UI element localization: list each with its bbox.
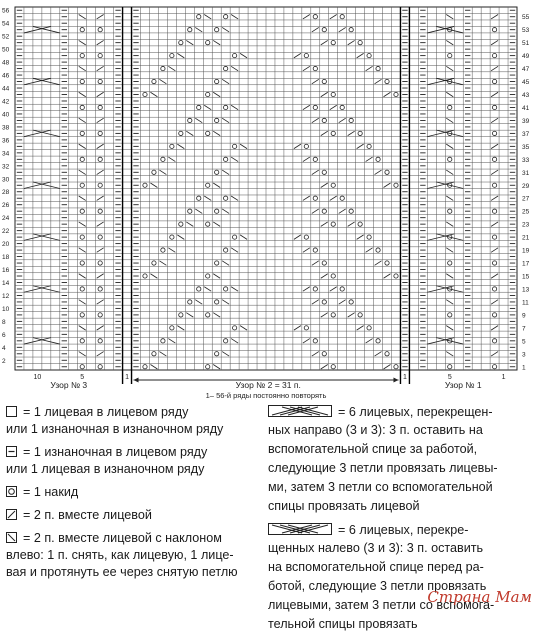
row-label-left: 34	[2, 150, 10, 158]
row-label-right: 51	[522, 40, 530, 48]
legend-cl-6	[268, 615, 534, 634]
legend-purl	[6, 444, 276, 461]
row-label-right: 29	[522, 182, 530, 190]
row-label-left: 22	[2, 228, 10, 236]
row-label-right: 21	[522, 234, 530, 242]
row-label-right: 39	[522, 117, 530, 125]
row-label-right: 17	[522, 260, 530, 268]
row-label-right: 27	[522, 195, 530, 203]
column-label: 1	[402, 374, 407, 381]
row-label-right: 7	[522, 325, 526, 333]
row-label-left: 36	[2, 137, 10, 145]
pattern-3-label: Узор № 3	[50, 380, 88, 390]
legend-k2tog	[6, 507, 276, 524]
row-label-left: 26	[2, 202, 10, 210]
legend-ssk-line3	[6, 564, 276, 581]
legend-knit	[6, 404, 276, 421]
legend-cl-text6: тельной спицы провязать	[268, 617, 418, 631]
legend-cr-2	[268, 421, 534, 440]
row-label-left: 28	[2, 189, 10, 197]
row-label-right: 53	[522, 27, 530, 35]
legend-cl-text2: щенных налево (3 и 3): 3 п. оставить	[268, 541, 484, 555]
row-label-right: 1	[522, 364, 526, 372]
legend-knit-line2	[6, 421, 276, 438]
row-label-left: 50	[2, 46, 10, 54]
row-label-left: 10	[2, 305, 10, 313]
legend-knit-text2: или 1 изнаночная в изнаночном ряду	[6, 422, 224, 436]
row-label-right: 5	[522, 338, 526, 346]
row-label-left: 2	[2, 357, 6, 365]
k2tog-symbol-icon	[6, 509, 17, 520]
row-label-right: 37	[522, 130, 530, 138]
legend-yo	[6, 484, 276, 501]
repeat-arrow-right-head	[393, 378, 398, 383]
pattern-1-label: Узор № 1	[444, 380, 482, 390]
row-label-left: 56	[2, 7, 10, 15]
row-label-left: 14	[2, 279, 10, 287]
row-label-left: 4	[2, 344, 6, 352]
purl-symbol-icon	[6, 446, 17, 457]
legend-purl-text2: или 1 лицевая в изнаночном ряду	[6, 462, 205, 476]
row-label-left: 30	[2, 176, 10, 184]
ssk-symbol-icon	[6, 532, 17, 543]
legend-ssk-text2: влево: 1 п. снять, как лицевую, 1 лице-	[6, 548, 234, 562]
row-label-right: 35	[522, 143, 530, 151]
legend-cr-6	[268, 497, 534, 516]
legend-cable-right-text: = 6 лицевых, перекрещен-	[338, 405, 493, 419]
row-label-left: 20	[2, 241, 10, 249]
legend-purl-line2	[6, 461, 276, 478]
row-label-left: 24	[2, 215, 10, 223]
legend-cable-left-text: = 6 лицевых, перекре-	[338, 523, 469, 537]
row-label-right: 9	[522, 312, 526, 320]
legend-cr-4	[268, 459, 534, 478]
row-label-right: 13	[522, 286, 530, 294]
row-label-left: 38	[2, 124, 10, 132]
legend-cable-right	[268, 404, 534, 421]
row-label-left: 18	[2, 254, 10, 262]
row-label-right: 55	[522, 14, 530, 22]
legend-cl-text5: лицевыми, затем 3 петли со вспомога-	[268, 598, 495, 612]
legend-ssk-line2	[6, 547, 276, 564]
legend-k2tog-text: = 2 п. вместе лицевой	[23, 508, 152, 522]
yarn-over-symbol-icon	[6, 486, 17, 497]
row-label-right: 19	[522, 247, 530, 255]
row-label-left: 12	[2, 292, 10, 300]
column-label: 1	[125, 374, 130, 381]
column-label: 5	[80, 374, 85, 381]
legend-cr-5	[268, 478, 534, 497]
row-label-left: 16	[2, 267, 10, 275]
row-label-left: 44	[2, 85, 10, 93]
row-label-right: 33	[522, 156, 530, 164]
repeat-arrow-left-head	[134, 378, 139, 383]
row-label-right: 11	[522, 299, 529, 307]
pattern-2-label: Узор № 2 = 31 п.	[235, 380, 301, 390]
legend-cr-text4: следующие 3 петли провязать лицевы-	[268, 461, 498, 475]
legend-cr-text6: спицы провязать лицевой	[268, 499, 420, 513]
cable-left-symbol-icon	[268, 523, 332, 535]
row-label-right: 23	[522, 221, 530, 229]
knit-symbol-icon	[6, 406, 17, 417]
column-label: 1	[501, 374, 506, 381]
legend-cr-3	[268, 440, 534, 459]
watermark-logo: Страна Мам	[427, 588, 532, 606]
legend-cl-3	[268, 558, 534, 577]
cable-right-symbol-icon	[268, 405, 332, 417]
row-label-left: 54	[2, 20, 10, 28]
legend-left	[6, 404, 276, 581]
row-label-left: 48	[2, 59, 10, 67]
row-label-right: 43	[522, 92, 530, 100]
legend-cr-text2: ных направо (3 и 3): 3 п. оставить на	[268, 423, 483, 437]
row-label-left: 6	[2, 331, 6, 339]
column-label: 5	[447, 374, 452, 381]
column-label: 10	[33, 374, 42, 381]
row-label-right: 45	[522, 79, 530, 87]
legend-knit-text: = 1 лицевая в лицевом ряду	[23, 405, 189, 419]
legend-purl-text: = 1 изнаночная в лицевом ряду	[23, 445, 208, 459]
row-label-left: 32	[2, 163, 10, 171]
row-label-left: 52	[2, 33, 10, 41]
row-label-right: 3	[522, 351, 526, 359]
legend-ssk-text: = 2 п. вместе лицевой с наклоном	[23, 531, 222, 545]
legend-yo-text: = 1 накид	[23, 485, 79, 499]
legend-ssk	[6, 530, 276, 547]
row-label-left: 8	[2, 318, 6, 326]
row-label-right: 25	[522, 208, 530, 216]
legend-cr-text3: вспомогательной спице за работой,	[268, 442, 478, 456]
row-label-right: 15	[522, 273, 530, 281]
legend-cl-text4: ботой, следующие 3 петли провязать	[268, 579, 487, 593]
row-label-right: 31	[522, 169, 530, 177]
legend-cl-text3: на вспомогательной спице перед ра-	[268, 560, 484, 574]
legend-cl-2	[268, 539, 534, 558]
row-label-left: 42	[2, 98, 10, 106]
repeat-note: 1– 56-й ряды постоянно повторять	[205, 391, 327, 400]
row-label-right: 41	[522, 104, 530, 112]
row-label-right: 47	[522, 66, 530, 74]
legend-cable-left	[268, 522, 534, 539]
row-label-left: 46	[2, 72, 10, 80]
legend-cr-text5: ми, затем 3 петли со вспомогательной	[268, 480, 493, 494]
legend-ssk-text3: вая и протянуть ее через снятую петлю	[6, 565, 238, 579]
row-label-left: 40	[2, 111, 10, 119]
row-label-right: 49	[522, 53, 530, 61]
